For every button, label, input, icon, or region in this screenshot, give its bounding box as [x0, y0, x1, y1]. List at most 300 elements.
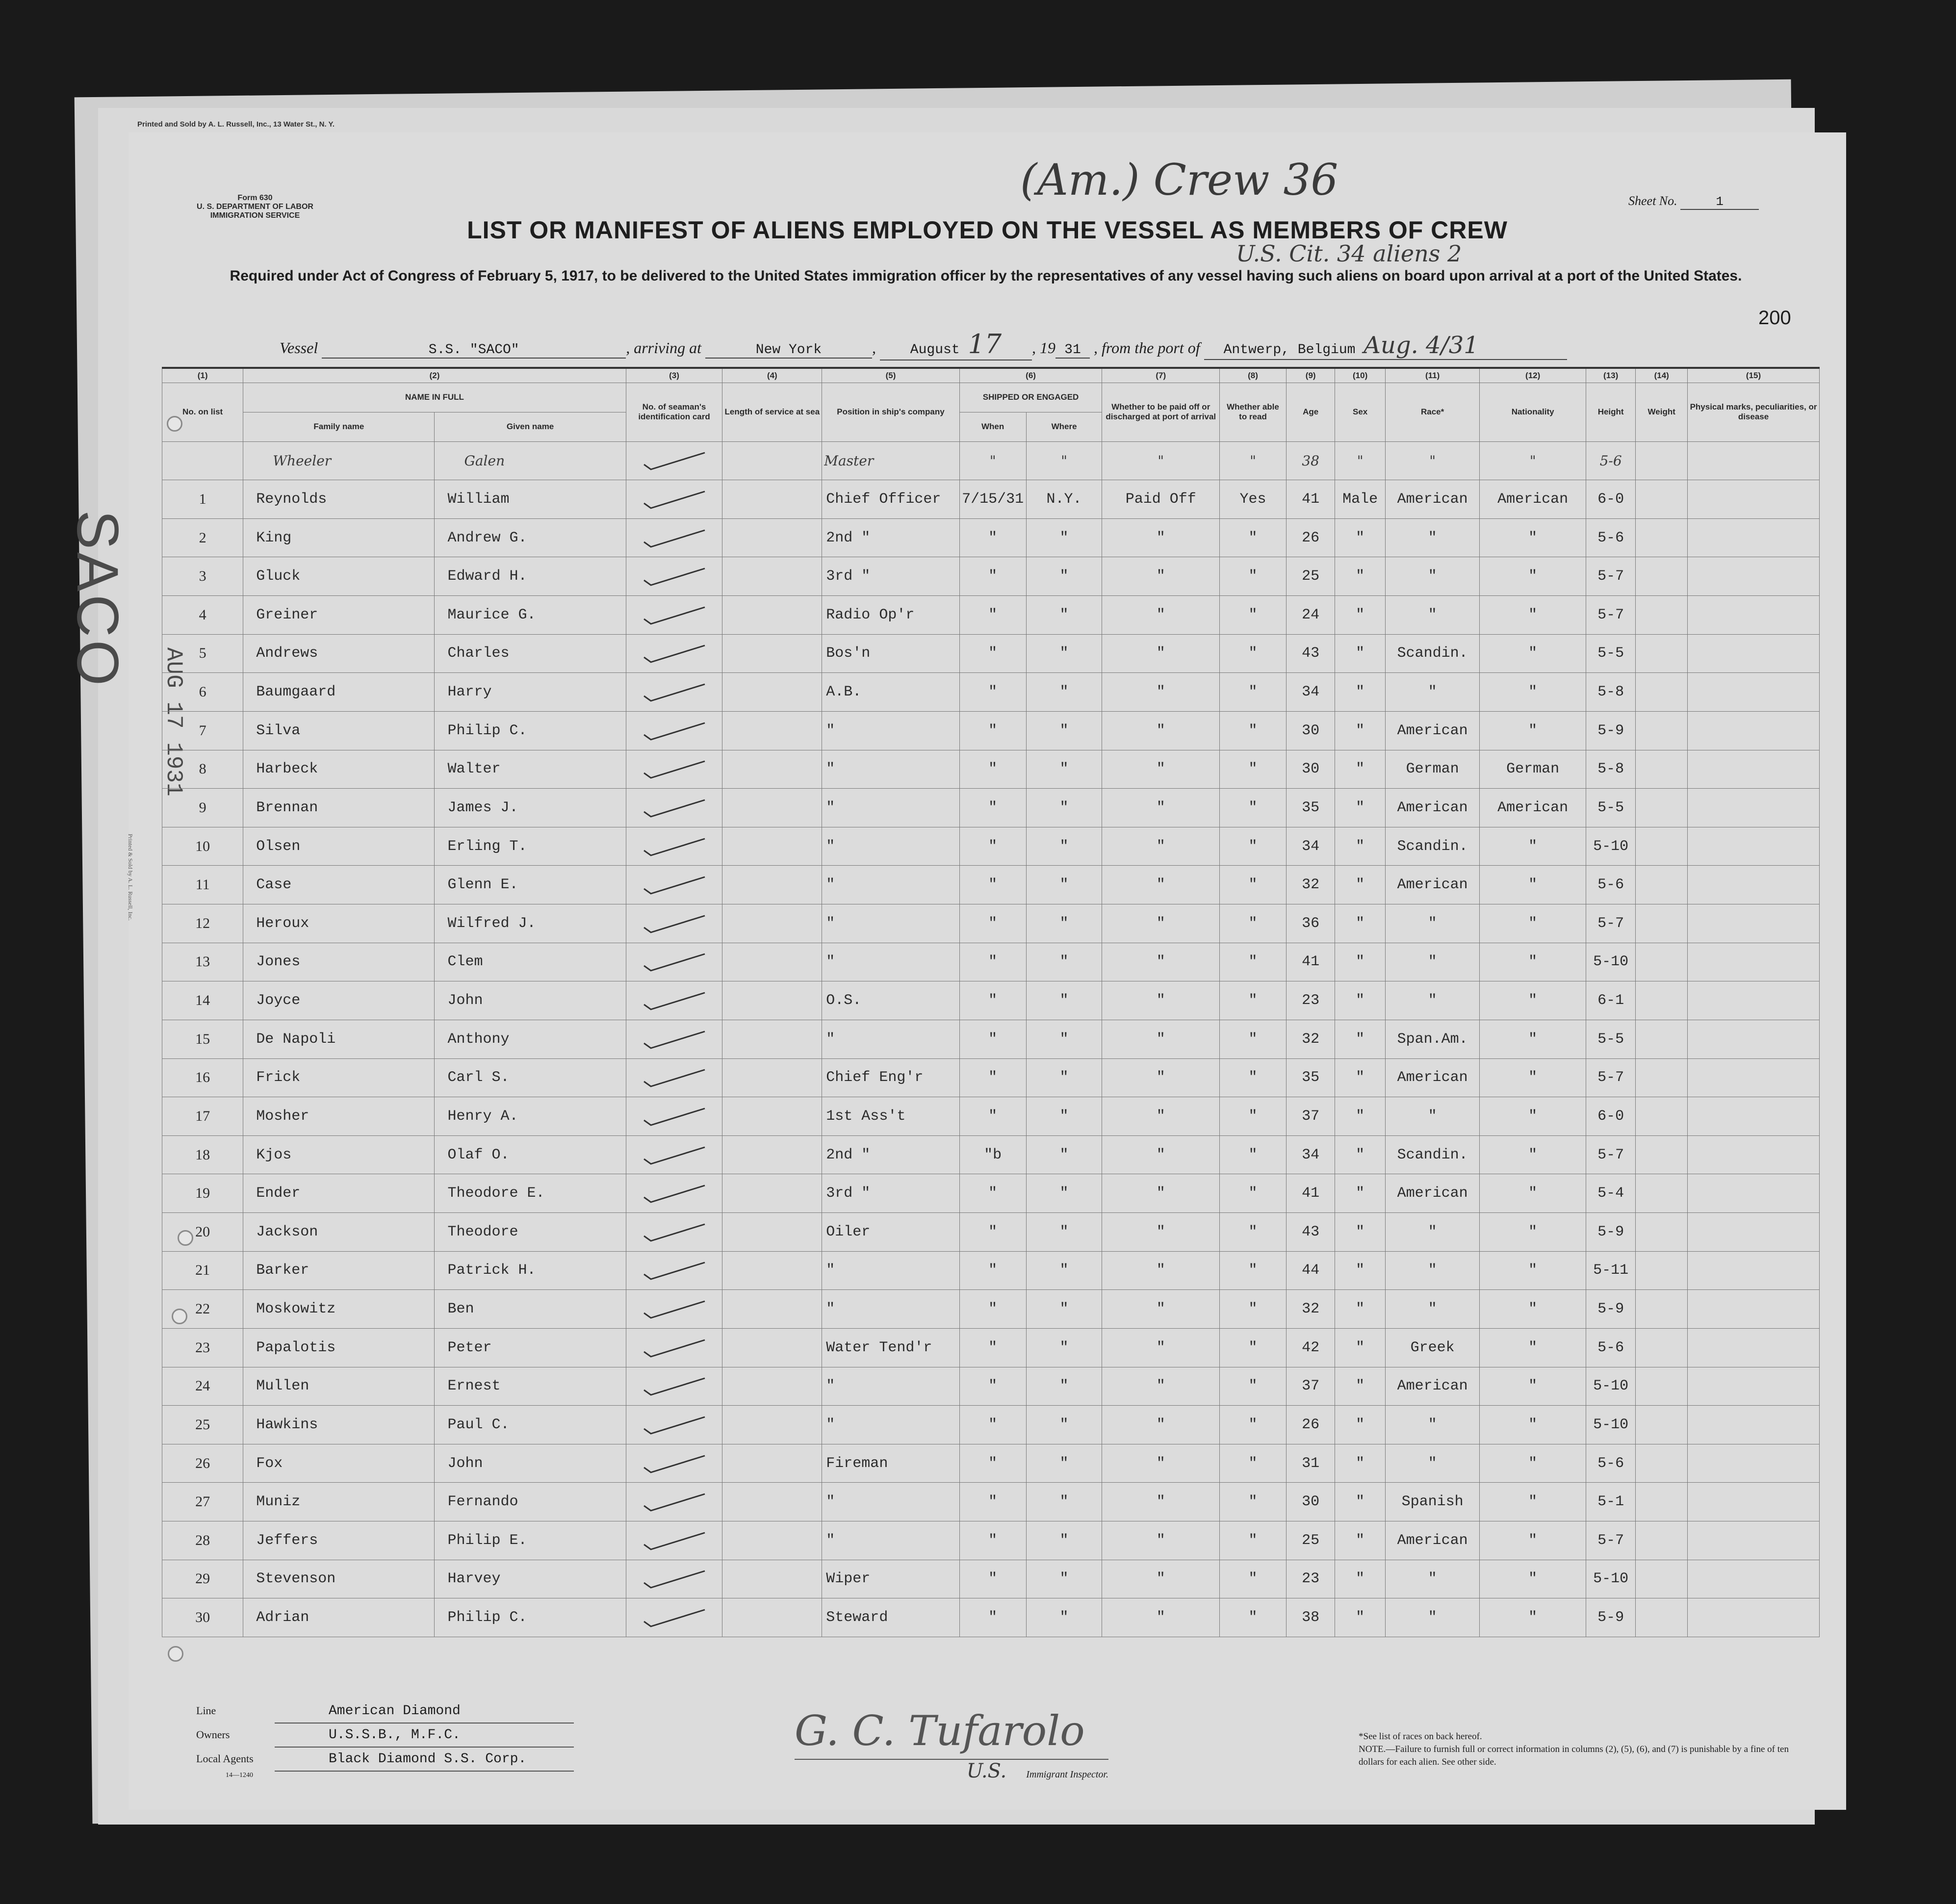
cell-read: " — [1220, 1213, 1287, 1252]
col-num-8: (8) — [1220, 368, 1287, 383]
service: IMMIGRATION SERVICE — [210, 211, 300, 220]
form-number: Form 630 — [237, 194, 273, 202]
cell-paid: " — [1102, 789, 1220, 827]
cell-read: " — [1220, 1174, 1287, 1213]
footnote — [1359, 1730, 1800, 1769]
cell-sex: " — [1335, 596, 1386, 635]
cell-family: Brennan — [243, 789, 435, 827]
cell-where: " — [1026, 904, 1102, 943]
cell-when: " — [959, 827, 1026, 866]
cell-when: " — [959, 1058, 1026, 1097]
cell-sex: " — [1335, 750, 1386, 789]
cell-age: 30 — [1287, 711, 1335, 750]
crew-row — [162, 518, 1820, 557]
check-mark — [626, 1135, 722, 1174]
cell-position: 3rd " — [822, 557, 959, 596]
empty-cell — [722, 596, 822, 635]
cell-family: Case — [243, 866, 435, 904]
cell-nationality: " — [1480, 943, 1586, 981]
cell-paid: " — [1102, 1174, 1220, 1213]
row-number: 19 — [162, 1174, 243, 1213]
header-height: Height — [1586, 383, 1635, 441]
check-mark — [626, 981, 722, 1020]
cell-where: N.Y. — [1026, 480, 1102, 519]
page-title: LIST OR MANIFEST OF ALIENS EMPLOYED ON THE VESSEL AS MEMBERS OF CREW — [467, 216, 1508, 244]
col-num-13: (13) — [1586, 368, 1635, 383]
empty-cell — [722, 1020, 822, 1058]
cell-position: O.S. — [822, 981, 959, 1020]
cell-race: " — [1385, 904, 1479, 943]
cell-family: Jones — [243, 943, 435, 981]
empty-cell — [722, 750, 822, 789]
check-mark — [626, 1598, 722, 1637]
cell-nationality: " — [1480, 1097, 1586, 1136]
form-code: 14—1240 — [226, 1772, 253, 1779]
col-num-11: (11) — [1385, 368, 1479, 383]
row-number: 2 — [162, 518, 243, 557]
empty-cell — [1688, 1097, 1820, 1136]
arrival-year: 31 — [1055, 342, 1090, 359]
cell-sex: " — [1335, 1483, 1386, 1521]
cell-sex: " — [1335, 981, 1386, 1020]
cell-family: Adrian — [243, 1598, 435, 1637]
cell-family: Jackson — [243, 1213, 435, 1252]
cell-given: Carl S. — [435, 1058, 626, 1097]
master-age: 38 — [1287, 441, 1335, 480]
cell-age: 43 — [1287, 634, 1335, 673]
row-number: 6 — [162, 673, 243, 712]
cell-family: Mosher — [243, 1097, 435, 1136]
cell-read: " — [1220, 1521, 1287, 1560]
cell-age: 34 — [1287, 1135, 1335, 1174]
cell-sex: " — [1335, 1367, 1386, 1406]
row-number: 8 — [162, 750, 243, 789]
cell-sex: Male — [1335, 480, 1386, 519]
cell-given: Glenn E. — [435, 866, 626, 904]
cell-position: " — [822, 904, 959, 943]
cell-sex: " — [1335, 1406, 1386, 1444]
cell-where: " — [1026, 1097, 1102, 1136]
cell-sex: " — [1335, 1521, 1386, 1560]
empty-cell — [722, 1444, 822, 1483]
cell-read: " — [1220, 1328, 1287, 1367]
cell-when: " — [959, 943, 1026, 981]
empty-cell — [1636, 673, 1688, 712]
row-number: 20 — [162, 1213, 243, 1252]
cell-race: " — [1385, 1097, 1479, 1136]
cell-race: " — [1385, 1290, 1479, 1329]
footer-info — [196, 1699, 574, 1779]
cell-when: " — [959, 557, 1026, 596]
header-length: Length of service at sea — [722, 383, 822, 441]
year-prefix: 19 — [1039, 339, 1055, 357]
cell-age: 23 — [1287, 981, 1335, 1020]
cell-paid: " — [1102, 1521, 1220, 1560]
cell-paid: " — [1102, 1328, 1220, 1367]
cell-height: 5-9 — [1586, 1213, 1635, 1252]
cell-height: 5-10 — [1586, 1367, 1635, 1406]
row-number: 27 — [162, 1483, 243, 1521]
cell-position: Wiper — [822, 1560, 959, 1598]
row-number: 17 — [162, 1097, 243, 1136]
check-mark — [626, 1560, 722, 1598]
cell-race: American — [1385, 711, 1479, 750]
empty-cell — [1688, 673, 1820, 712]
empty-cell — [1636, 750, 1688, 789]
check-mark — [626, 827, 722, 866]
col-num-9: (9) — [1287, 368, 1335, 383]
header-card: No. of seaman's identification card — [626, 383, 722, 441]
cell-race: American — [1385, 1058, 1479, 1097]
cell-position: A.B. — [822, 673, 959, 712]
cell-given: Paul C. — [435, 1406, 626, 1444]
cell-read: " — [1220, 1598, 1287, 1637]
crew-row — [162, 1213, 1820, 1252]
cell-age: 30 — [1287, 1483, 1335, 1521]
cell-family: King — [243, 518, 435, 557]
cell-family: Silva — [243, 711, 435, 750]
empty-cell — [722, 866, 822, 904]
cell-position: " — [822, 1251, 959, 1290]
crew-manifest-table — [162, 367, 1820, 1637]
empty-cell — [722, 1174, 822, 1213]
cell-height: 6-1 — [1586, 981, 1635, 1020]
cell-given: Patrick H. — [435, 1251, 626, 1290]
row-number: 24 — [162, 1367, 243, 1406]
cell-sex: " — [1335, 1174, 1386, 1213]
cell-age: 30 — [1287, 750, 1335, 789]
cell-when: " — [959, 1444, 1026, 1483]
cell-position: Chief Officer — [822, 480, 959, 519]
master-row — [162, 441, 1820, 480]
cell-given: Olaf O. — [435, 1135, 626, 1174]
row-number: 10 — [162, 827, 243, 866]
cell-position: " — [822, 1020, 959, 1058]
cell-where: " — [1026, 1213, 1102, 1252]
row-number: 22 — [162, 1290, 243, 1329]
empty-cell — [1636, 1135, 1688, 1174]
empty-cell — [1688, 943, 1820, 981]
empty-cell — [1636, 596, 1688, 635]
cell-where: " — [1026, 711, 1102, 750]
cell-position: Chief Eng'r — [822, 1058, 959, 1097]
empty-cell — [1636, 789, 1688, 827]
cell-when: " — [959, 711, 1026, 750]
cell-family: Baumgaard — [243, 673, 435, 712]
empty-cell — [722, 557, 822, 596]
master-family: Wheeler — [243, 441, 435, 480]
header-no: No. on list — [162, 383, 243, 441]
empty-cell — [1636, 827, 1688, 866]
crew-annotation: (Am.) Crew 36 — [1020, 154, 1338, 205]
row-number: 15 — [162, 1020, 243, 1058]
cell-age: 25 — [1287, 557, 1335, 596]
row-number: 23 — [162, 1328, 243, 1367]
cell-family: Stevenson — [243, 1560, 435, 1598]
cell-given: Walter — [435, 750, 626, 789]
cell-family: Jeffers — [243, 1521, 435, 1560]
cell-nationality: " — [1480, 904, 1586, 943]
empty-cell — [722, 480, 822, 519]
empty-cell — [1688, 1020, 1820, 1058]
cell-paid: " — [1102, 1444, 1220, 1483]
header-family: Family name — [243, 412, 435, 441]
crew-row — [162, 789, 1820, 827]
cell-paid: " — [1102, 711, 1220, 750]
check-mark — [626, 789, 722, 827]
empty-cell — [722, 1560, 822, 1598]
empty-cell — [1636, 1406, 1688, 1444]
header-race: Race* — [1385, 383, 1479, 441]
row-number: 7 — [162, 711, 243, 750]
cell-height: 5-10 — [1586, 1560, 1635, 1598]
empty-cell — [1636, 904, 1688, 943]
cell-when: " — [959, 1598, 1026, 1637]
cell-read: Yes — [1220, 480, 1287, 519]
cell-race: " — [1385, 1598, 1479, 1637]
ship-stamp: SACO — [65, 510, 130, 689]
cell-when: " — [959, 1251, 1026, 1290]
check-mark — [626, 1213, 722, 1252]
cell-race: " — [1385, 596, 1479, 635]
row-number: 21 — [162, 1251, 243, 1290]
cell-given: Fernando — [435, 1483, 626, 1521]
cell-age: 32 — [1287, 1020, 1335, 1058]
check-mark — [626, 1444, 722, 1483]
cell-nationality: " — [1480, 866, 1586, 904]
line-value: American Diamond — [275, 1700, 574, 1724]
cell-paid: " — [1102, 1058, 1220, 1097]
cell-sex: " — [1335, 1251, 1386, 1290]
cell-position: Bos'n — [822, 634, 959, 673]
col-num-14: (14) — [1636, 368, 1688, 383]
row-number: 3 — [162, 557, 243, 596]
cell-where: " — [1026, 1406, 1102, 1444]
empty-cell — [722, 981, 822, 1020]
cell-position: 1st Ass't — [822, 1097, 959, 1136]
cell-family: Barker — [243, 1251, 435, 1290]
cell-nationality: " — [1480, 1521, 1586, 1560]
cell-height: 5-6 — [1586, 1444, 1635, 1483]
empty-cell — [1636, 1213, 1688, 1252]
cell-paid: " — [1102, 1097, 1220, 1136]
cell-when: " — [959, 866, 1026, 904]
race-note: *See list of races on back hereof. — [1359, 1731, 1482, 1742]
cell-sex: " — [1335, 866, 1386, 904]
cell-family: Moskowitz — [243, 1290, 435, 1329]
crew-row — [162, 1174, 1820, 1213]
cell-nationality: " — [1480, 557, 1586, 596]
empty-cell — [1688, 1367, 1820, 1406]
cell-given: William — [435, 480, 626, 519]
inspector-signature: G. C. Tufarolo — [795, 1707, 1085, 1755]
cell-family: Harbeck — [243, 750, 435, 789]
empty-cell — [722, 1058, 822, 1097]
cell-age: 26 — [1287, 518, 1335, 557]
cell-height: 5-7 — [1586, 904, 1635, 943]
cell-when: " — [959, 1560, 1026, 1598]
master-given: Galen — [435, 441, 626, 480]
cell-read: " — [1220, 711, 1287, 750]
cell-sex: " — [1335, 673, 1386, 712]
cell-sex: " — [1335, 789, 1386, 827]
cell-family: Andrews — [243, 634, 435, 673]
cell-race: " — [1385, 1444, 1479, 1483]
arrival-month-day — [880, 329, 1032, 360]
crew-row — [162, 1135, 1820, 1174]
arriving-label: , arriving at — [626, 339, 701, 357]
cell-when: " — [959, 1020, 1026, 1058]
crew-row — [162, 1097, 1820, 1136]
cell-read: " — [1220, 673, 1287, 712]
cell-read: " — [1220, 596, 1287, 635]
line-label: Line — [196, 1704, 216, 1717]
cell-height: 6-0 — [1586, 1097, 1635, 1136]
cell-nationality: " — [1480, 673, 1586, 712]
check-mark — [626, 480, 722, 519]
check-mark — [626, 1406, 722, 1444]
cell-nationality: " — [1480, 1020, 1586, 1058]
master-height: 5-6 — [1586, 441, 1635, 480]
cell-read: " — [1220, 1560, 1287, 1598]
cell-nationality: " — [1480, 1213, 1586, 1252]
cell-paid: " — [1102, 557, 1220, 596]
cell-read: " — [1220, 1483, 1287, 1521]
header-given: Given name — [435, 412, 626, 441]
cell-position: Radio Op'r — [822, 596, 959, 635]
signature-sub: U.S. — [966, 1760, 1007, 1782]
crew-row — [162, 1020, 1820, 1058]
cell-race: American — [1385, 866, 1479, 904]
empty-cell — [722, 1213, 822, 1252]
header-paid: Whether to be paid off or discharged at port of arrival — [1102, 383, 1220, 441]
cell-position: " — [822, 789, 959, 827]
cell-nationality: " — [1480, 1290, 1586, 1329]
cell-age: 37 — [1287, 1367, 1335, 1406]
empty-cell — [722, 1290, 822, 1329]
inspector-line — [795, 1759, 1108, 1782]
empty-cell — [1688, 750, 1820, 789]
cell-age: 26 — [1287, 1406, 1335, 1444]
cell-where: " — [1026, 1174, 1102, 1213]
empty-cell — [722, 1521, 822, 1560]
arrival-port: New York — [705, 342, 872, 359]
cell-age: 35 — [1287, 1058, 1335, 1097]
cell-where: " — [1026, 1483, 1102, 1521]
cell-nationality: " — [1480, 1560, 1586, 1598]
empty-cell — [722, 1097, 822, 1136]
cell-read: " — [1220, 866, 1287, 904]
cell-height: 5-6 — [1586, 518, 1635, 557]
check-mark — [626, 866, 722, 904]
empty-cell — [722, 904, 822, 943]
cell-when: " — [959, 1213, 1026, 1252]
cell-nationality: " — [1480, 1174, 1586, 1213]
cell-nationality: " — [1480, 1483, 1586, 1521]
cell-sex: " — [1335, 711, 1386, 750]
cell-read: " — [1220, 557, 1287, 596]
cell-sex: " — [1335, 1328, 1386, 1367]
cell-read: " — [1220, 827, 1287, 866]
cell-sex: " — [1335, 518, 1386, 557]
check-mark — [626, 518, 722, 557]
empty-cell — [1636, 981, 1688, 1020]
crew-row — [162, 1560, 1820, 1598]
cell-given: Philip C. — [435, 1598, 626, 1637]
empty-cell — [1688, 557, 1820, 596]
cell-when: " — [959, 1483, 1026, 1521]
cell-paid: " — [1102, 1020, 1220, 1058]
crew-row — [162, 596, 1820, 635]
vessel-label: Vessel — [280, 339, 318, 357]
cell-read: " — [1220, 981, 1287, 1020]
cell-where: " — [1026, 1058, 1102, 1097]
cell-where: " — [1026, 943, 1102, 981]
cell-read: " — [1220, 518, 1287, 557]
crew-row — [162, 981, 1820, 1020]
sheet-label: Sheet No. — [1628, 194, 1677, 208]
cell-height: 5-6 — [1586, 1328, 1635, 1367]
row-number: 25 — [162, 1406, 243, 1444]
empty-cell — [1688, 904, 1820, 943]
cell-where: " — [1026, 1367, 1102, 1406]
empty-cell — [1688, 711, 1820, 750]
cell-sex: " — [1335, 943, 1386, 981]
cell-paid: " — [1102, 981, 1220, 1020]
row-number: 16 — [162, 1058, 243, 1097]
empty-cell — [1688, 1560, 1820, 1598]
cell-given: Ernest — [435, 1367, 626, 1406]
crew-row — [162, 711, 1820, 750]
cell-age: 42 — [1287, 1328, 1335, 1367]
col-num-4: (4) — [722, 368, 822, 383]
cell-where: " — [1026, 1135, 1102, 1174]
cell-paid: " — [1102, 673, 1220, 712]
empty-cell — [1636, 1097, 1688, 1136]
cell-family: Hawkins — [243, 1406, 435, 1444]
empty-cell — [722, 1367, 822, 1406]
empty-cell — [722, 711, 822, 750]
cell-nationality: " — [1480, 1251, 1586, 1290]
cell-race: Span.Am. — [1385, 1020, 1479, 1058]
cell-sex: " — [1335, 634, 1386, 673]
cell-sex: " — [1335, 1290, 1386, 1329]
cell-height: 5-9 — [1586, 711, 1635, 750]
cell-age: 34 — [1287, 673, 1335, 712]
cell-position: " — [822, 711, 959, 750]
cell-given: John — [435, 1444, 626, 1483]
check-mark — [626, 711, 722, 750]
cell-race: Greek — [1385, 1328, 1479, 1367]
header-weight: Weight — [1636, 383, 1688, 441]
cell-race: German — [1385, 750, 1479, 789]
cell-nationality: American — [1480, 789, 1586, 827]
arrival-month: August — [910, 342, 960, 358]
cell-paid: " — [1102, 1290, 1220, 1329]
crew-row — [162, 1598, 1820, 1637]
cell-family: Papalotis — [243, 1328, 435, 1367]
departure-port-field — [1204, 332, 1567, 360]
crew-row — [162, 750, 1820, 789]
col-num-12: (12) — [1480, 368, 1586, 383]
cell-age: 41 — [1287, 480, 1335, 519]
header-position: Position in ship's company — [822, 383, 959, 441]
crew-row — [162, 1058, 1820, 1097]
row-number: 4 — [162, 596, 243, 635]
cell-paid: " — [1102, 1213, 1220, 1252]
header-where: Where — [1026, 412, 1102, 441]
citizen-annotation: U.S. Cit. 34 aliens 2 — [1236, 240, 1462, 267]
